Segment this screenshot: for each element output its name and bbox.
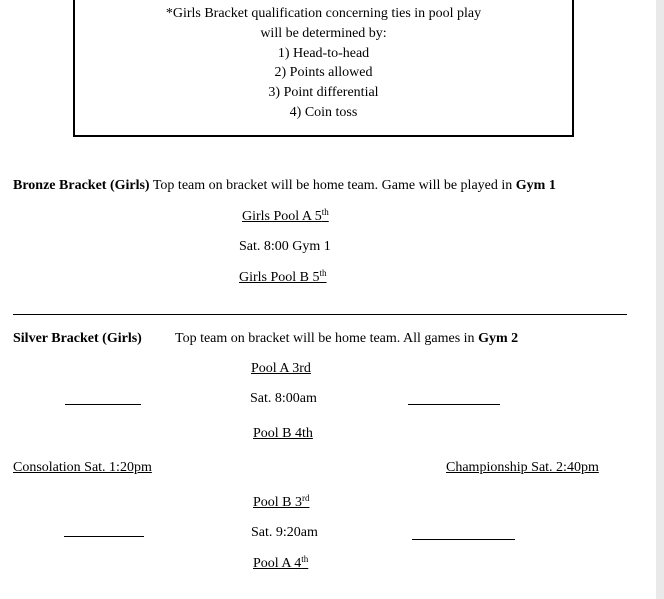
silver-game1-time: Sat. 8:00am [250, 391, 317, 406]
silver-game2-team-1-label: Pool B 3 [253, 495, 303, 510]
winner-blank-right-1 [408, 404, 500, 405]
bronze-gym: Gym 1 [515, 178, 556, 193]
rules-line-5: 3) Point differential [268, 85, 379, 100]
silver-desc-line [175, 331, 518, 347]
bronze-team-1 [242, 209, 329, 225]
silver-game2-team-2 [253, 556, 308, 572]
tiebreak-rules-box [73, 0, 574, 137]
rules-line-4: 2) Points allowed [274, 65, 373, 80]
scroll-gutter [656, 0, 664, 599]
silver-gym: Gym 2 [478, 331, 519, 346]
rules-line-2: will be determined by: [260, 26, 387, 41]
bronze-heading: Bronze Bracket (Girls) [13, 178, 150, 193]
rules-line-1: *Girls Bracket qualification concerning ties in pool play [165, 6, 482, 21]
bronze-game-time: Sat. 8:00 Gym 1 [239, 239, 331, 254]
bronze-desc: Top team on bracket will be home team. Game will be played in [149, 178, 516, 193]
winner-blank-left-1 [65, 404, 141, 405]
bronze-team-1-sup: th [321, 207, 329, 217]
silver-desc: Top team on bracket will be home team. All games in [175, 331, 479, 346]
silver-game2-team-2-sup: th [301, 554, 309, 564]
rules-line-6: 4) Coin toss [289, 105, 358, 120]
silver-heading: Silver Bracket (Girls) [13, 331, 142, 346]
rules-line-3: 1) Head-to-head [277, 46, 370, 61]
silver-game2-team-1 [253, 495, 310, 511]
bronze-team-2 [239, 270, 327, 286]
silver-game1-team-2: Pool B 4th [253, 426, 313, 441]
bronze-team-1-label: Girls Pool A 5 [242, 209, 322, 224]
silver-game2-time: Sat. 9:20am [251, 525, 318, 540]
winner-blank-left-2 [64, 536, 144, 537]
championship-game: Championship Sat. 2:40pm [446, 460, 599, 475]
silver-game2-team-2-label: Pool A 4 [253, 556, 302, 571]
winner-blank-right-2 [412, 539, 515, 540]
consolation-game: Consolation Sat. 1:20pm [13, 460, 152, 475]
section-divider [13, 314, 627, 315]
bronze-team-2-label: Girls Pool B 5 [239, 270, 320, 285]
bronze-team-2-sup: th [319, 268, 327, 278]
silver-game2-team-1-sup: rd [302, 493, 310, 503]
silver-game1-team-1: Pool A 3rd [251, 361, 311, 376]
bronze-bracket-line [13, 178, 556, 194]
